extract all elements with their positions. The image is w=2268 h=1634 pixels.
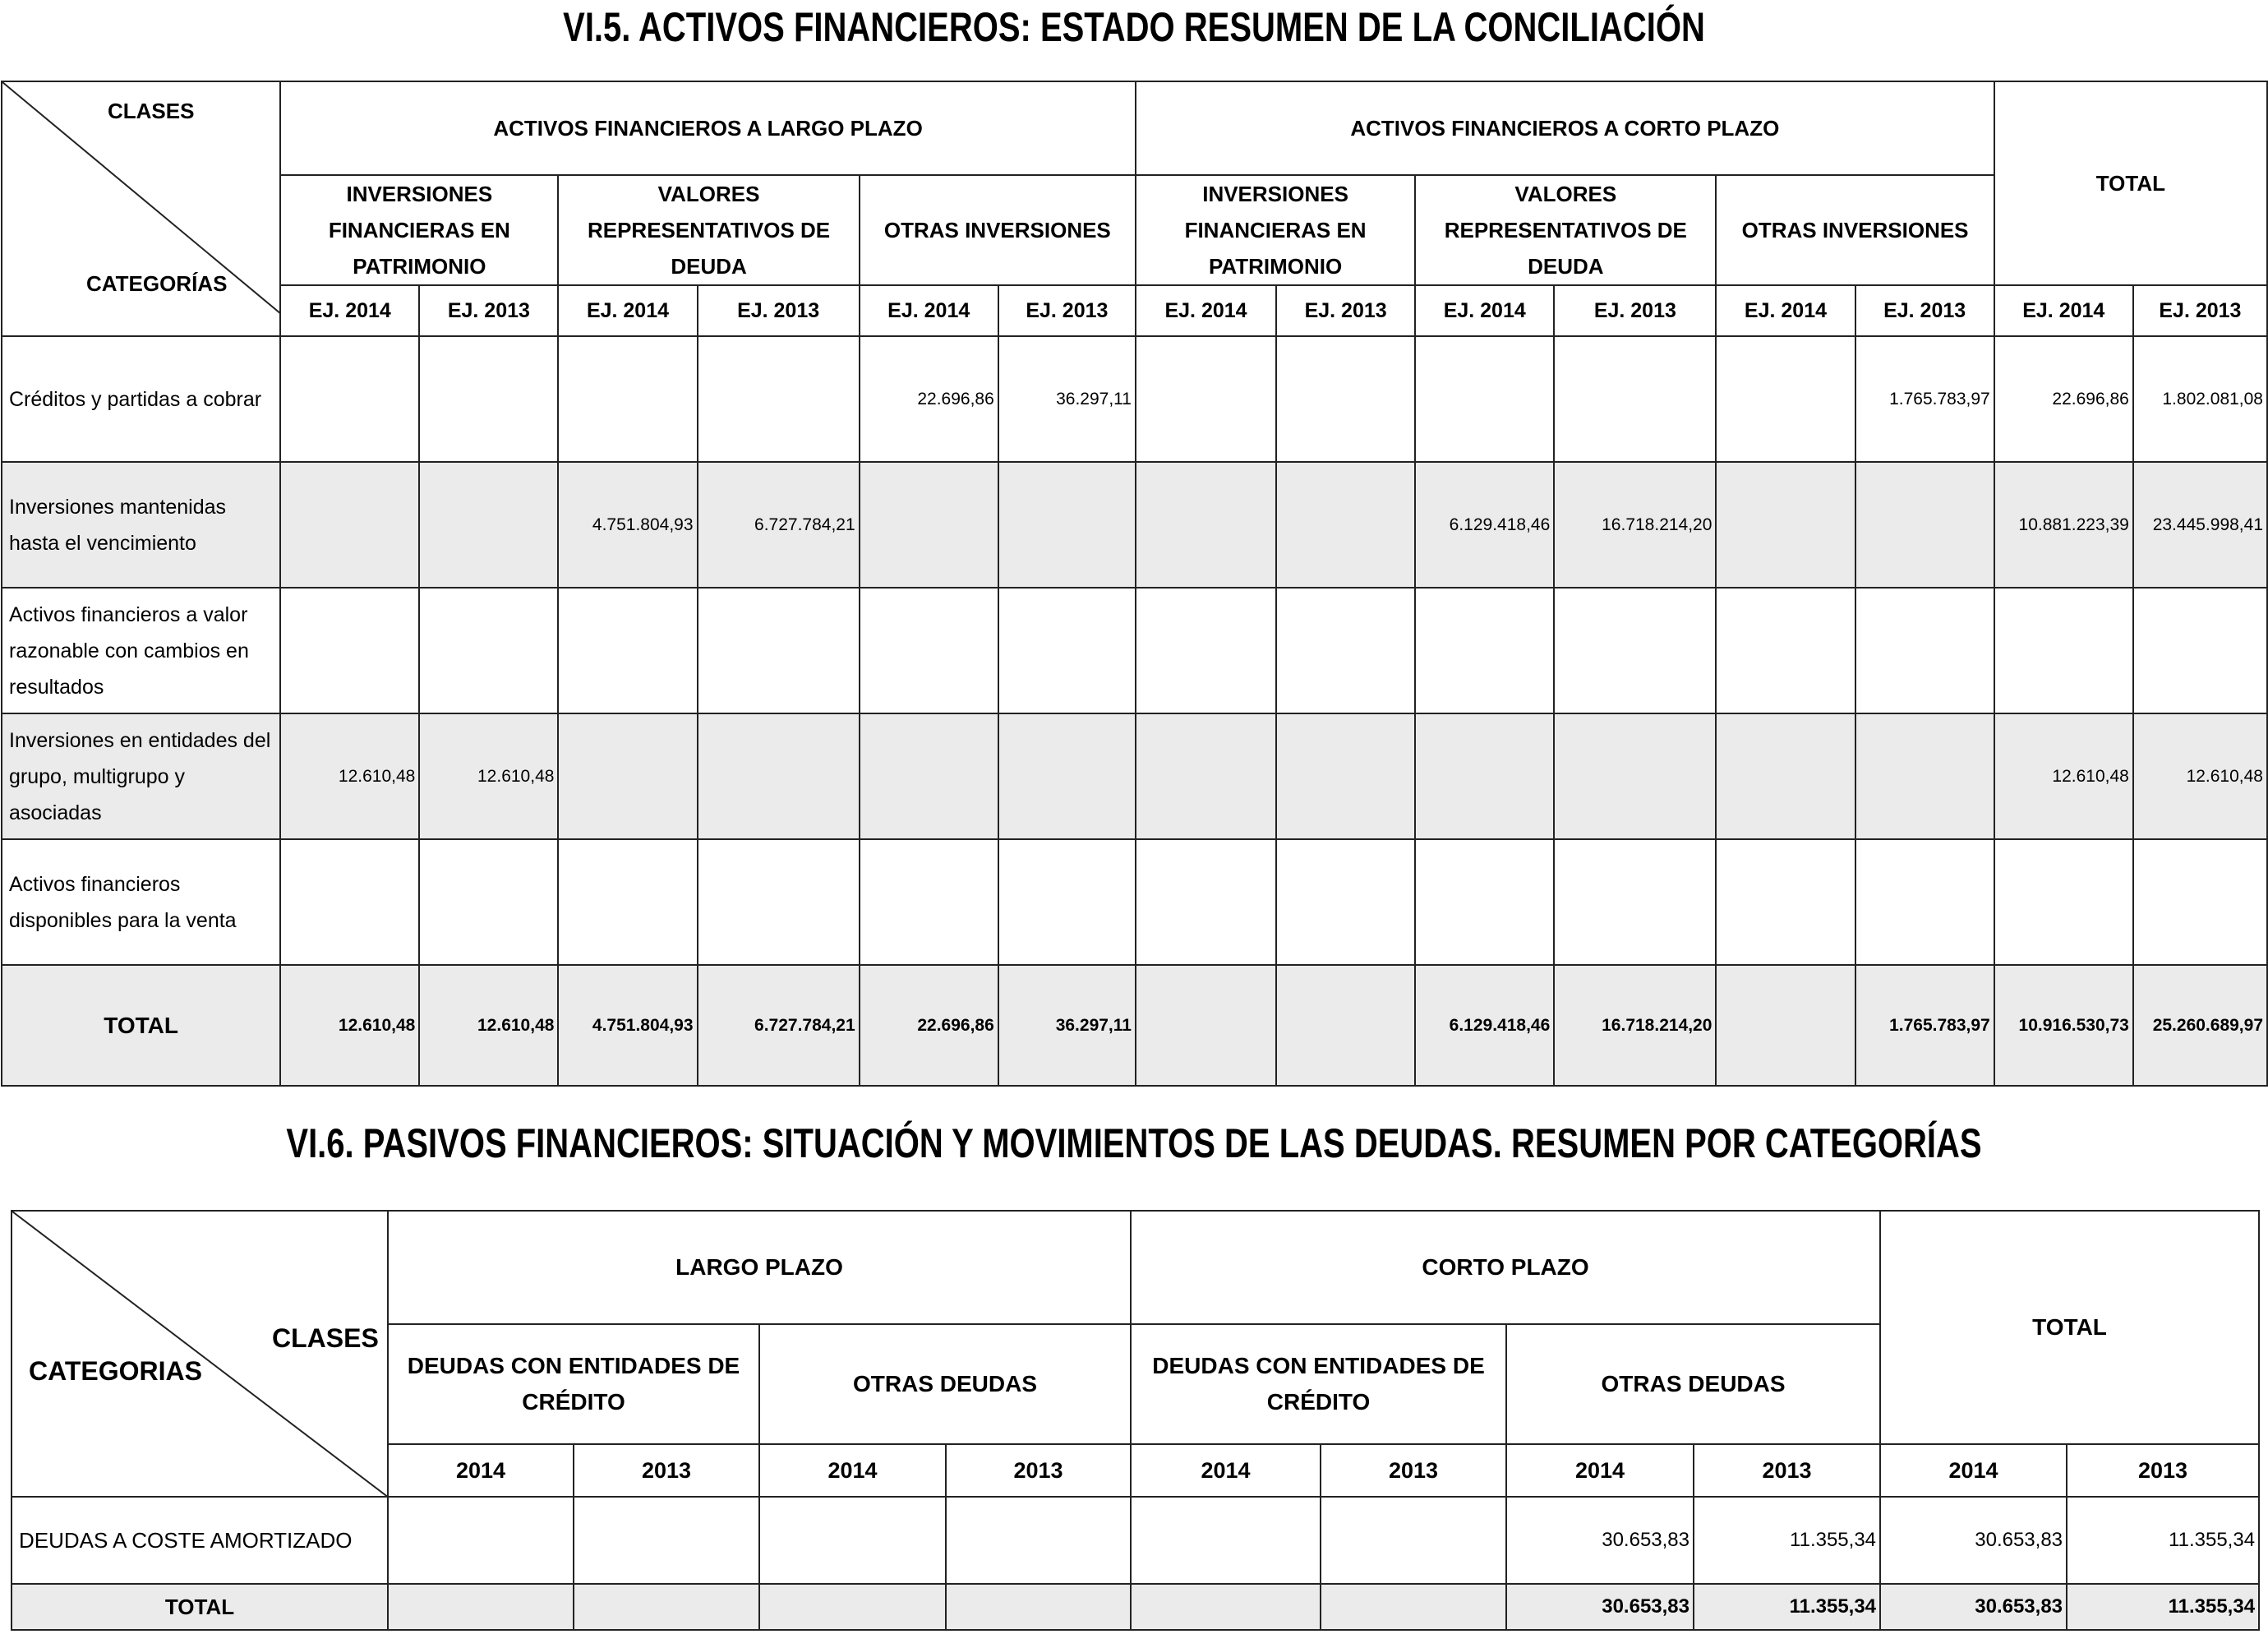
clases-label: CLASES [272,1323,379,1353]
total-cell: 1.765.783,97 [1855,965,1994,1086]
group-header: TOTAL [1994,81,2267,285]
year-header: EJ. 2013 [698,285,860,336]
table-cell [698,336,860,462]
table-cell: 11.355,34 [1694,1497,1880,1584]
subgroup-header: INVERSIONES FINANCIERAS EN PATRIMONIO [280,175,558,285]
total-row [12,1584,2259,1630]
table-cell [1276,839,1415,965]
table-cell [1136,588,1276,713]
year-header: EJ. 2014 [860,285,998,336]
table-cell [1415,336,1554,462]
table-cell [1994,839,2133,965]
total-cell: 11.355,34 [1694,1584,1880,1630]
year-header: EJ. 2014 [280,285,419,336]
table-cell [698,839,860,965]
total-label: TOTAL [2,965,280,1086]
subgroup-header: INVERSIONES FINANCIERAS EN PATRIMONIO [1136,175,1415,285]
year-header: EJ. 2014 [1994,285,2133,336]
table-cell [998,713,1136,839]
subgroup-header: OTRAS DEUDAS [1506,1324,1880,1444]
year-header: EJ. 2013 [998,285,1136,336]
table-cell [1855,588,1994,713]
table-cell [698,713,860,839]
table-cell [280,839,419,965]
table-cell [1136,462,1276,588]
corner-cell [12,1211,388,1497]
table-cell [558,713,697,839]
table-cell [1716,839,1855,965]
total-row [2,965,2267,1086]
table-cell [1855,713,1994,839]
row-label: DEUDAS A COSTE AMORTIZADO [12,1497,388,1584]
table-cell [1554,588,1716,713]
table-cell: 6.129.418,46 [1415,462,1554,588]
table-cell [419,588,558,713]
financial-assets-table [1,81,2268,1087]
table-cell [1276,462,1415,588]
total-cell: 11.355,34 [2067,1584,2259,1630]
group-header: LARGO PLAZO [388,1211,1131,1324]
table-cell: 12.610,48 [280,713,419,839]
table-cell [574,1497,759,1584]
year-header: EJ. 2013 [2133,285,2267,336]
total-cell [1321,1584,1506,1630]
year-header: 2013 [946,1444,1131,1497]
total-cell [388,1584,574,1630]
group-header: CORTO PLAZO [1131,1211,1880,1324]
table-cell [558,839,697,965]
table-cell [860,588,998,713]
subgroup-header: DEUDAS CON ENTIDADES DE CRÉDITO [388,1324,759,1444]
table-cell: 16.718.214,20 [1554,462,1716,588]
subgroup-header: OTRAS INVERSIONES [1716,175,1994,285]
table-cell [998,839,1136,965]
year-header: 2014 [1131,1444,1321,1497]
table-cell: 30.653,83 [1506,1497,1694,1584]
table-cell [2133,839,2267,965]
table-cell [759,1497,946,1584]
table-cell [998,462,1136,588]
total-cell: 4.751.804,93 [558,965,697,1086]
table-cell [280,336,419,462]
row-label: Activos financieros disponibles para la venta [2,839,280,965]
table-cell [280,588,419,713]
total-cell: 10.916.530,73 [1994,965,2133,1086]
table-cell [1276,588,1415,713]
year-header: 2013 [1321,1444,1506,1497]
table-cell [1415,713,1554,839]
table-cell [1554,839,1716,965]
row-label: Activos financieros a valor razonable con cambios en resultados [2,588,280,713]
table-cell [419,336,558,462]
corner-cell [2,81,280,336]
table-cell [280,462,419,588]
year-header: EJ. 2014 [1415,285,1554,336]
year-header: EJ. 2014 [1136,285,1276,336]
table-cell [558,588,697,713]
table-cell [860,462,998,588]
total-cell: 25.260.689,97 [2133,965,2267,1086]
categorias-label: CATEGORÍAS [86,271,228,296]
total-label: TOTAL [12,1584,388,1630]
year-header: 2013 [574,1444,759,1497]
table-cell [698,588,860,713]
year-header: EJ. 2013 [1855,285,1994,336]
table-cell: 12.610,48 [2133,713,2267,839]
table-cell [1716,588,1855,713]
table-cell: 36.297,11 [998,336,1136,462]
year-header: 2014 [1506,1444,1694,1497]
table-cell [1994,588,2133,713]
table-cell [419,839,558,965]
group-header: ACTIVOS FINANCIEROS A CORTO PLAZO [1136,81,1994,175]
year-header: 2013 [1694,1444,1880,1497]
table-cell: 22.696,86 [1994,336,2133,462]
table-cell [1276,336,1415,462]
total-cell: 12.610,48 [280,965,419,1086]
year-header: 2013 [2067,1444,2259,1497]
table-cell [1136,336,1276,462]
table-cell: 30.653,83 [1880,1497,2067,1584]
table-cell [1554,336,1716,462]
table-row [2,713,2267,839]
table-cell: 1.802.081,08 [2133,336,2267,462]
total-cell: 12.610,48 [419,965,558,1086]
row-label: Créditos y partidas a cobrar [2,336,280,462]
table-cell [1131,1497,1321,1584]
table-cell [1415,839,1554,965]
table-cell [419,462,558,588]
table-cell: 1.765.783,97 [1855,336,1994,462]
table-cell: 22.696,86 [860,336,998,462]
table-cell [946,1497,1131,1584]
table-row [2,336,2267,462]
table-cell: 11.355,34 [2067,1497,2259,1584]
table-cell [558,336,697,462]
year-header: 2014 [759,1444,946,1497]
table-cell [1716,713,1855,839]
table-cell: 6.727.784,21 [698,462,860,588]
table1-title: VI.5. ACTIVOS FINANCIEROS: ESTADO RESUMEN DE LA CONCILIACIÓN [563,4,1705,50]
row-label: Inversiones mantenidas hasta el vencimiento [2,462,280,588]
year-header: EJ. 2014 [558,285,697,336]
table-cell [860,839,998,965]
table-cell [1554,713,1716,839]
subgroup-header: VALORES REPRESENTATIVOS DE DEUDA [1415,175,1716,285]
total-cell [1131,1584,1321,1630]
table-cell [388,1497,574,1584]
subgroup-header: OTRAS DEUDAS [759,1324,1131,1444]
table2-title: VI.6. PASIVOS FINANCIEROS: SITUACIÓN Y MOVIMIENTOS DE LAS DEUDAS. RESUMEN POR CATEGORÍAS [286,1120,1982,1166]
group-header: TOTAL [1880,1211,2259,1444]
table-cell [2133,588,2267,713]
financial-liabilities-table [11,1210,2260,1631]
year-header: EJ. 2013 [1554,285,1716,336]
table-row [2,588,2267,713]
total-cell: 6.129.418,46 [1415,965,1554,1086]
table-cell: 4.751.804,93 [558,462,697,588]
total-cell [574,1584,759,1630]
subgroup-header: OTRAS INVERSIONES [860,175,1136,285]
total-cell: 16.718.214,20 [1554,965,1716,1086]
total-cell: 30.653,83 [1506,1584,1694,1630]
table-cell [1321,1497,1506,1584]
total-cell: 36.297,11 [998,965,1136,1086]
table-cell [1136,839,1276,965]
table-cell [1136,713,1276,839]
table-cell [1415,588,1554,713]
row-label: Inversiones en entidades del grupo, multigrupo y asociadas [2,713,280,839]
table-cell: 10.881.223,39 [1994,462,2133,588]
total-cell [1136,965,1276,1086]
total-cell [1716,965,1855,1086]
year-header: EJ. 2013 [419,285,558,336]
table-cell: 12.610,48 [419,713,558,839]
year-header: EJ. 2014 [1716,285,1855,336]
total-cell: 22.696,86 [860,965,998,1086]
diagonal-line [12,1212,388,1497]
table-row [2,462,2267,588]
year-header: 2014 [388,1444,574,1497]
total-cell [759,1584,946,1630]
table-cell [1716,462,1855,588]
subgroup-header: VALORES REPRESENTATIVOS DE DEUDA [558,175,859,285]
categorias-label: CATEGORIAS [29,1356,202,1386]
year-header: EJ. 2013 [1276,285,1415,336]
table-cell: 12.610,48 [1994,713,2133,839]
table-cell [998,588,1136,713]
total-cell [946,1584,1131,1630]
table-cell [1276,713,1415,839]
year-header: 2014 [1880,1444,2067,1497]
total-cell: 30.653,83 [1880,1584,2067,1630]
clases-label: CLASES [108,99,195,123]
table-cell: 23.445.998,41 [2133,462,2267,588]
subgroup-header: DEUDAS CON ENTIDADES DE CRÉDITO [1131,1324,1506,1444]
table-cell [860,713,998,839]
table-cell [1716,336,1855,462]
table-cell [1855,839,1994,965]
group-header: ACTIVOS FINANCIEROS A LARGO PLAZO [280,81,1136,175]
table-row [12,1497,2259,1584]
table-row [2,839,2267,965]
total-cell [1276,965,1415,1086]
table-cell [1855,462,1994,588]
total-cell: 6.727.784,21 [698,965,860,1086]
